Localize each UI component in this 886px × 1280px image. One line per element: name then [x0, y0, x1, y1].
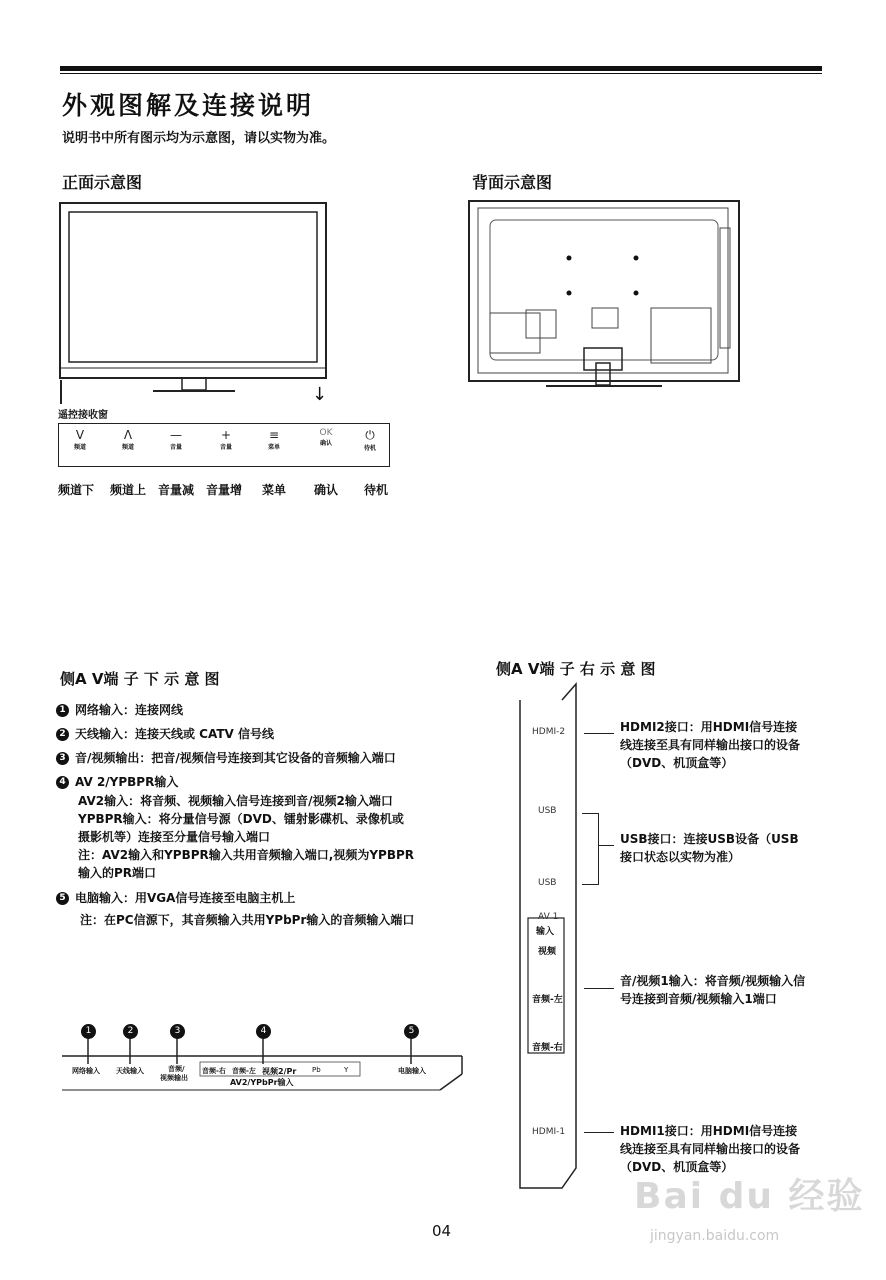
desc-line: USB接口：连接USB设备（USB: [620, 832, 799, 846]
key-sub-label: 频道: [73, 444, 86, 451]
key-label-ok: 确认: [314, 483, 339, 497]
key-sub-label: 确认: [319, 440, 332, 447]
list-item: [56, 700, 476, 720]
top-rule: [60, 66, 822, 71]
back-tv-diagram: [466, 198, 742, 398]
page-title: 外观图解及连接说明: [62, 91, 315, 120]
key-vol-up[interactable]: [211, 428, 241, 451]
num-badge: 3: [56, 752, 69, 765]
chevron-up-icon: Λ: [123, 428, 133, 442]
av2-line: 输入的PR端口: [78, 866, 157, 880]
panel-label-pb: Pb: [312, 1066, 321, 1074]
desc-line: 号连接到音频/视频输入1端口: [620, 992, 777, 1006]
side-down-heading: 侧A V端 子 下 示 意 图: [60, 670, 220, 688]
panel-label-pc: 电脑输入: [398, 1067, 426, 1075]
panel-label-ant: 天线输入: [116, 1067, 144, 1075]
port-av1: AV 1: [538, 912, 559, 922]
port-av1-in: 输入: [536, 927, 555, 937]
line-hdmi2: [584, 733, 614, 734]
av2-line: AV2输入：将音频、视频输入信号连接到音/视频2输入端口: [78, 794, 393, 808]
top-rule-thin: [60, 73, 822, 74]
line-usb: [598, 845, 614, 846]
list-item: [56, 888, 476, 908]
item-text: AV 2/YPBPR输入: [75, 775, 179, 789]
panel-badge-4: 4: [256, 1024, 271, 1039]
key-vol-down[interactable]: [161, 428, 191, 451]
list-item: [56, 724, 476, 744]
desc-line: HDMI2接口：用HDMI信号连接: [620, 720, 798, 734]
num-badge: 1: [56, 704, 69, 717]
baidu-watermark: Bai du 经验: [634, 1176, 865, 1217]
key-ok[interactable]: [311, 428, 341, 447]
num-badge: 2: [56, 728, 69, 741]
port-hdmi2: HDMI-2: [532, 727, 566, 737]
front-heading: 正面示意图: [62, 173, 143, 192]
key-sub-label: 待机: [363, 445, 376, 452]
key-label-vol-down: 音量减: [158, 483, 195, 497]
chevron-down-icon: V: [75, 428, 85, 442]
key-panel: [58, 423, 390, 467]
side-down-list: [56, 700, 476, 934]
av2-line: 摄影机等）连接至分量信号输入端口: [78, 830, 271, 844]
panel-label-net: 网络输入: [72, 1067, 100, 1075]
list-item: [56, 772, 476, 792]
port-usb2: USB: [538, 878, 557, 888]
key-sub-label: 音量: [169, 444, 182, 451]
page-number: 04: [432, 1222, 452, 1240]
key-ch-down[interactable]: [65, 428, 95, 451]
key-label-ch-down: 频道下: [58, 483, 95, 497]
panel-badge-1: 1: [81, 1024, 96, 1039]
key-label-menu: 菜单: [262, 483, 287, 497]
panel-label-aud-l: 音频-左: [232, 1067, 256, 1075]
key-sub-label: 频道: [121, 444, 134, 451]
desc-hdmi2: [620, 718, 800, 772]
panel-label-vid2: 视频2/Pr: [262, 1067, 297, 1076]
ok-icon: OK: [319, 428, 333, 438]
port-aud-r: 音频-右: [532, 1043, 563, 1053]
panel-badge-5: 5: [404, 1024, 419, 1039]
key-power[interactable]: [355, 428, 385, 452]
num-badge: 5: [56, 892, 69, 905]
down-arrow-icon: ↓: [312, 384, 328, 405]
side-right-panel: [514, 678, 584, 1198]
key-menu[interactable]: [259, 428, 289, 451]
panel-badge-2: 2: [123, 1024, 138, 1039]
av2-line: YPBPR输入：将分量信号源（DVD、镭射影碟机、录像机或: [78, 812, 404, 826]
item-text: 天线输入：连接天线或 CATV 信号线: [75, 727, 274, 741]
panel-label-avout-1: 音频/: [168, 1065, 185, 1073]
plus-icon: +: [220, 428, 232, 442]
item-text: 电脑输入：用VGA信号连接至电脑主机上: [75, 891, 296, 905]
key-sub-label: 音量: [219, 444, 232, 451]
panel-label-aud-r: 音频-右: [202, 1067, 226, 1075]
panel-badge-3: 3: [170, 1024, 185, 1039]
desc-line: 接口状态以实物为准）: [620, 850, 741, 864]
ir-label: 遥控接收窗: [58, 410, 108, 421]
av2-line: 注：AV2输入和YPBPR输入共用音频输入端口,视频为YPBPR: [78, 848, 415, 862]
side-right-heading: 侧A V端 子 右 示 意 图: [496, 660, 656, 678]
bracket-usb: [582, 813, 599, 885]
front-tv-diagram: [58, 200, 330, 395]
desc-line: （DVD、机顶盒等）: [620, 1160, 734, 1174]
line-av1: [584, 988, 614, 989]
key-label-power: 待机: [364, 483, 389, 497]
minus-icon: —: [170, 428, 182, 442]
key-sub-label: 菜单: [267, 444, 280, 451]
menu-icon: ≡: [268, 428, 280, 442]
desc-line: （DVD、机顶盒等）: [620, 756, 734, 770]
desc-line: 线连接至具有同样输出接口的设备: [620, 738, 801, 752]
desc-usb: [620, 830, 799, 866]
panel-label-y: Y: [344, 1066, 349, 1074]
baidu-watermark-url: jingyan.baidu.com: [650, 1228, 780, 1244]
item-text: 网络输入：连接网线: [75, 703, 184, 717]
port-video: 视频: [538, 947, 557, 957]
back-heading: 背面示意图: [472, 173, 553, 192]
desc-line: 音/视频1输入：将音频/视频输入信: [620, 974, 806, 988]
line-hdmi1: [584, 1132, 614, 1133]
list-item: [56, 748, 476, 768]
panel-label-avout-2: 视频输出: [160, 1074, 188, 1082]
key-ch-up[interactable]: [113, 428, 143, 451]
pc-note: 注：在PC信源下，其音频输入共用YPbPr输入的音频输入端口: [80, 913, 415, 927]
desc-line: 线连接至具有同样输出接口的设备: [620, 1142, 801, 1156]
desc-line: HDMI1接口：用HDMI信号连接: [620, 1124, 798, 1138]
num-badge: 4: [56, 776, 69, 789]
port-hdmi1: HDMI-1: [532, 1127, 566, 1137]
port-aud-l: 音频-左: [532, 995, 563, 1005]
desc-av1: [620, 972, 805, 1008]
item-text: 音/视频输出：把音/视频信号连接到其它设备的音频输入端口: [75, 751, 396, 765]
key-label-ch-up: 频道上: [110, 483, 147, 497]
page-subtitle: 说明书中所有图示均为示意图，请以实物为准。: [62, 131, 336, 146]
power-icon: ⏻: [365, 428, 375, 442]
port-usb1: USB: [538, 806, 557, 816]
panel-label-av2: AV2/YPbPr输入: [230, 1078, 294, 1087]
ir-pointer: [60, 380, 62, 404]
key-label-vol-up: 音量增: [206, 483, 243, 497]
